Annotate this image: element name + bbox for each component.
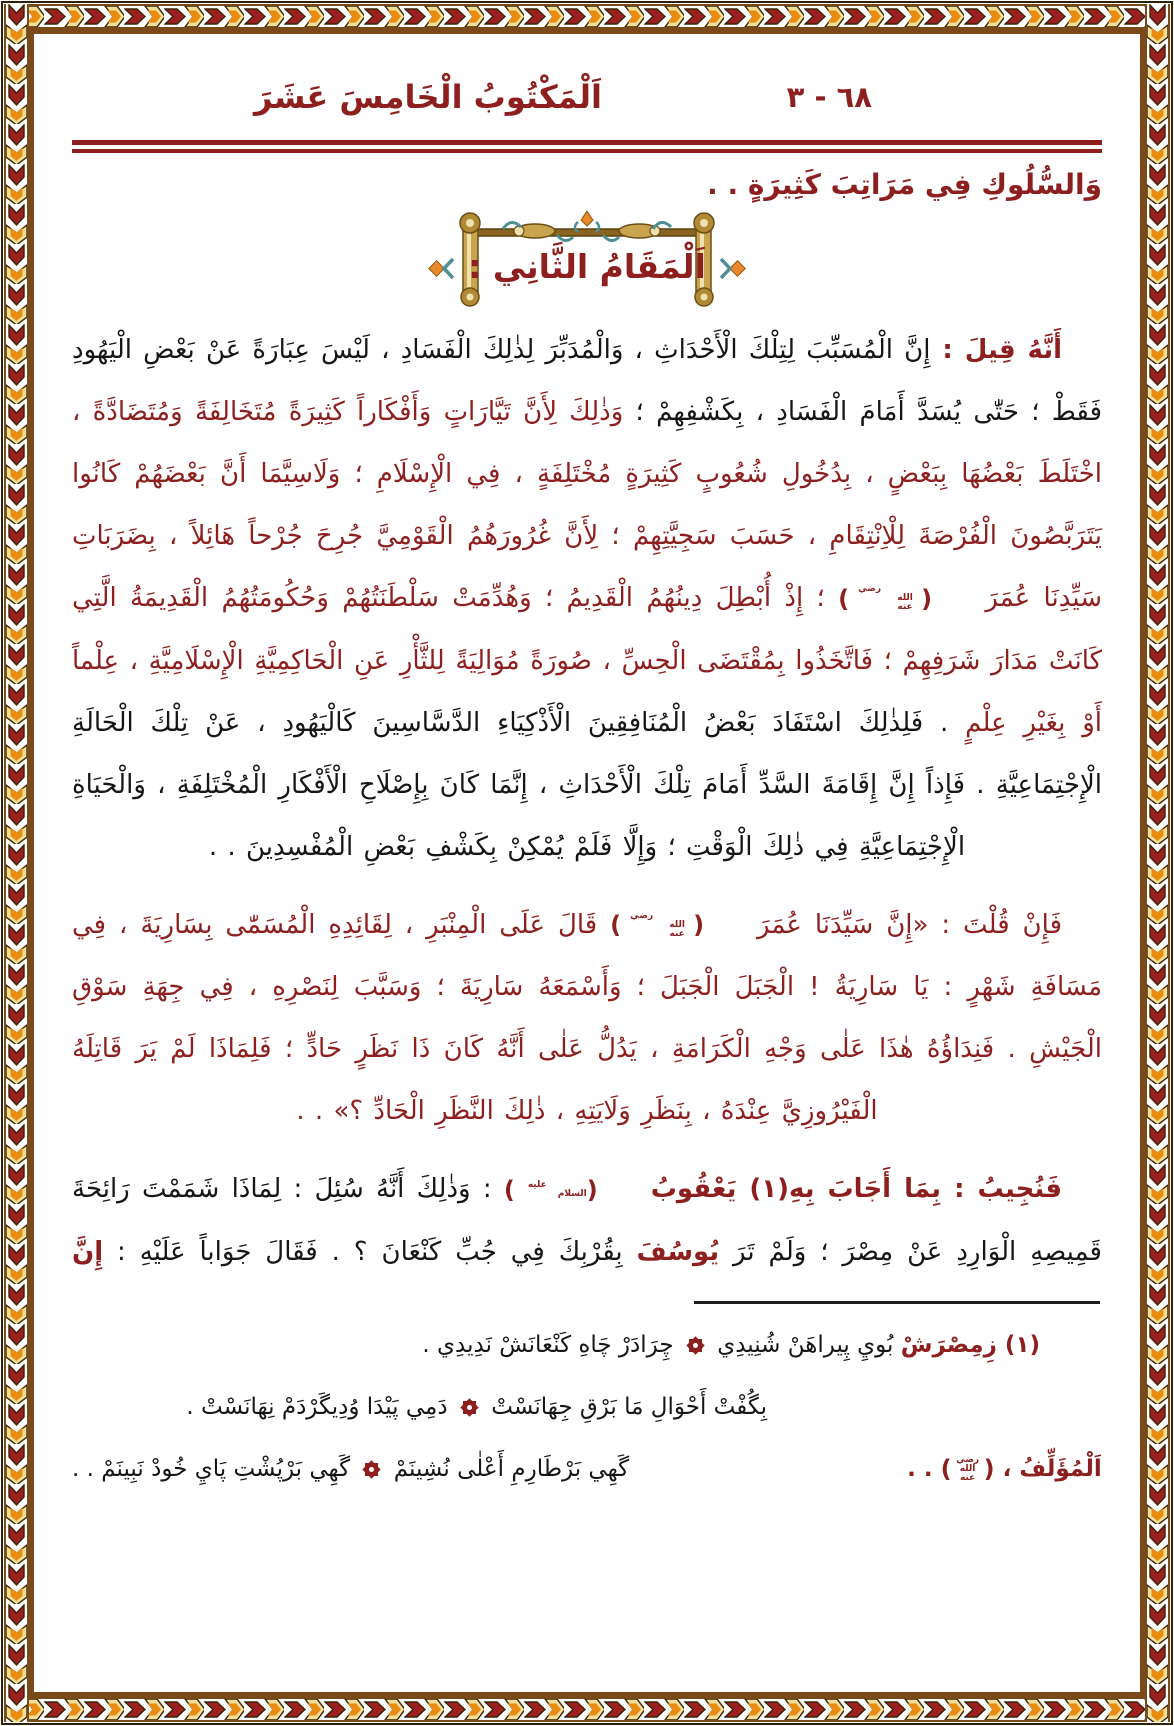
text-run: بِقُرْبِكَ فِي جُبِّ كَنْعَانَ ؟ . فَقَالَ جَوَاباً عَلَيْهِ :: [103, 1236, 637, 1267]
text-run: ؛ إِذْ أُبْطِلَ دِينُهُمُ الْقَدِيمُ ؛ وَهُدِّمَتْ سَلْطَنَتُهُمْ وَحُكُومَتُهُمُ الْقَدِيمَةُ الَّتِي كَانَتْ مَدَارَ شَرَفِهِمْ ؛ فَاتَّخَذُوا بِمُقْتَضَى الْحِسِّ ، صُورَةً مُوَالِيَةً لِلثَّأْرِ عَنِ الْحَاكِمِيَّةِ الْإِسْلَامِيَّةِ ، عِلْماً أَوْ بِغَيْرِ عِلْمٍ: [72, 583, 1102, 738]
footnote-1: [72, 1314, 1102, 1376]
paragraph-3: [72, 1158, 1102, 1283]
text-run: فَنُجِيبُ : بِمَا أَجَابَ بِهِ(١) يَعْقُوبُ: [637, 1174, 1062, 1204]
text-run: . فَلِذٰلِكَ اسْتَفَادَ بَعْضُ الْمُنَافِقِينَ الْأَذْكِيَاءِ الدَّسَّاسِينَ كَالْيَهُودِ ، عَنْ تِلْكَ الْحَالَةِ الْإِجْتِمَاعِيَّةِ . فَإِذاً إِنَّ إِقَامَةَ السَّدِّ أَمَامَ تِلْكَ الْأَحْدَاثِ ، إِنَّمَا كَانَ بِإِصْلَاحِ الْأَفْكَارِ الْمُخْتَلِفَةِ ، وَالْحَيَاةِ الْإِجْتِمَاعِيَّةِ فِي ذٰلِكَ الْوَقْتِ ؛ وَإِلَّا فَلَمْ يُمْكِنْ بِكَشْفِ بَعْضِ الْمُفْسِدِينَ . .: [72, 707, 1102, 862]
seal-text: ( رضي الله عنه: [956, 1454, 980, 1483]
footnote-separator: [694, 1301, 1100, 1304]
border-chain-bottom: [4, 1697, 1170, 1722]
border-chain-left: [4, 4, 29, 1722]
text-run: إِنَّ الْمُسَبِّبَ لِتِلْكَ الْأَحْدَاثِ ، وَالْمُدَبِّرَ لِذٰلِكَ الْفَسَادِ ، لَيْسَ عِبَارَةً عَنْ بَعْضِ الْيَهُودِ فَقَطْ ؛ حَتّٰى يُسَدَّ أَمَامَ الْفَسَادِ ، بِكَشْفِهِمْ ؛: [72, 335, 1103, 427]
text-run: دَمِي پَيْدَا وُدِيگَرْدَمْ نِهَانَسْتْ .: [186, 1393, 455, 1420]
header-double-rule: [72, 140, 1102, 153]
page-content: [34, 34, 1140, 1692]
text-run: اَلْمُؤَلِّفُ ،: [994, 1455, 1102, 1482]
text-run: بُويِ پِيراهَنْ شُنِيدِي: [709, 1331, 901, 1358]
footnote-2: [72, 1376, 1102, 1438]
radiallahu-anhu-seal: [838, 568, 972, 630]
text-run: وَذٰلِكَ لِأَنَّ تَيَّارَاتٍ وَأَفْكَاراً كَثِيرَةً مُتَخَالِفَةً وَمُتَضَادَّةً ، اخْتَلَطَ بَعْضُهَا بِبَعْضٍ ، بِدُخُولِ شُعُوبٍ كَثِيرَةٍ مُخْتَلِفَةٍ ، فِي الْإِسْلَامِ ؛ وَلَاسِيَّمَا أَنَّ بَعْضَهُمْ كَانُوا يَتَرَبَّصُونَ الْفُرْصَةَ لِلْاِنْتِقَامِ ، حَسَبَ سَجِيَّتِهِمْ ؛ لِأَنَّ غُرُورَهُمُ الْقَوْمِيَّ جُرِحَ جُرْحاً هَائِلاً ، بِضَرَبَاتِ سَيِّدِنَا عُمَرَ: [72, 397, 1102, 613]
paragraph-1: [72, 319, 1102, 878]
seal-text: ( رضي الله عنه: [858, 584, 913, 612]
border-chain-top: [4, 4, 1170, 29]
text-run: أَنَّهُ قِيلَ :: [930, 335, 1063, 365]
paragraph-2: [72, 894, 1102, 1143]
text-run: گَهِي بَرْطَارِمِ أَعْلٰى نُشِينَمْ: [386, 1455, 630, 1482]
rosette-icon: [461, 1399, 478, 1416]
text-run: . .: [907, 1455, 941, 1482]
page-number: ٦٨ - ٣: [786, 80, 872, 114]
text-run: : وَذٰلِكَ أَنَّهُ سُئِلَ : لِمَاذَا شَمَمْتَ رَائِحَةَ قَمِيصِهِ الْوَارِدِ عَنْ مِصْرَ ؛ وَلَمْ تَرَ: [72, 1174, 1102, 1267]
author-seal: [941, 1438, 995, 1500]
footnotes: [72, 1314, 1102, 1501]
footnote-3: [72, 1438, 1102, 1501]
text-run: فَإِنْ قُلْتَ : «إِنَّ سَيِّدَنَا عُمَرَ: [744, 909, 1062, 940]
page-header: [72, 78, 1102, 126]
footnote-verse: [72, 1438, 903, 1500]
ornament-frame: [407, 207, 767, 309]
alayhis-salam-seal: [504, 1159, 638, 1221]
section-title: اَلْمَقَامُ الثَّانِي :: [468, 247, 706, 286]
text-run: چِرَادَرْ چَاهِ كَنْعَانَشْ نَدِيدِي .: [422, 1331, 681, 1358]
footnote-marker: (١) زِمِصْرَشْ: [900, 1331, 1040, 1358]
author-signature: [903, 1438, 1102, 1501]
text-run: قَالَ عَلَى الْمِنْبَرِ ، لِقَائِدِهِ الْمُسَمّٰى بِسَارِيَةَ ، فِي مَسَافَةِ شَهْرٍ : يَا سَارِيَةُ ! الْجَبَلَ الْجَبَلَ ؛ وَأَسْمَعَهُ سَارِيَةَ ؛ وَسَبَّبَ لِنَصْرِهِ ، فِي جِهَةِ سَوْقِ الْجَيْشِ . فَنِدَاؤُهُ هٰذَا عَلٰى وَجْهِ الْكَرَامَةِ ، يَدُلُّ عَلٰى أَنَّهُ كَانَ ذَا نَظَرٍ حَادٍّ ؛ فَلِمَاذَا لَمْ يَرَ قَاتِلَهُ الْفَيْرُوزِيَّ عِنْدَهُ ، بِنَظَرِ وَلَايَتِهِ ، ذٰلِكَ النَّظَرِ الْحَادِّ ؟» . .: [72, 909, 1102, 1126]
page-title: اَلْمَكْتُوبُ الْخَامِسَ عَشَرَ: [253, 78, 602, 116]
seal-text: ( رضي الله عنه: [630, 910, 685, 939]
intro-line: وَالسُّلُوكِ فِي مَرَاتِبَ كَثِيرَةٍ . .: [707, 168, 1102, 201]
text-run: گَهِي بَرْپُشْتِ پَايِ خُودْ نَبِينَمْ . .: [72, 1455, 358, 1482]
rosette-icon: [363, 1461, 380, 1478]
seal-text: ( عليه السلام: [527, 1179, 587, 1199]
radiallahu-anhu-seal: [610, 894, 744, 956]
text-run: إِنَّ: [72, 1236, 104, 1267]
text-run: بِگُفْتْ أَحْوَالِ مَا بَرْقِ جِهَانَسْتْ: [483, 1393, 767, 1420]
border-chain-right: [1145, 4, 1170, 1722]
rosette-icon: [687, 1337, 704, 1354]
text-run: يُوسُفَ: [636, 1236, 720, 1267]
